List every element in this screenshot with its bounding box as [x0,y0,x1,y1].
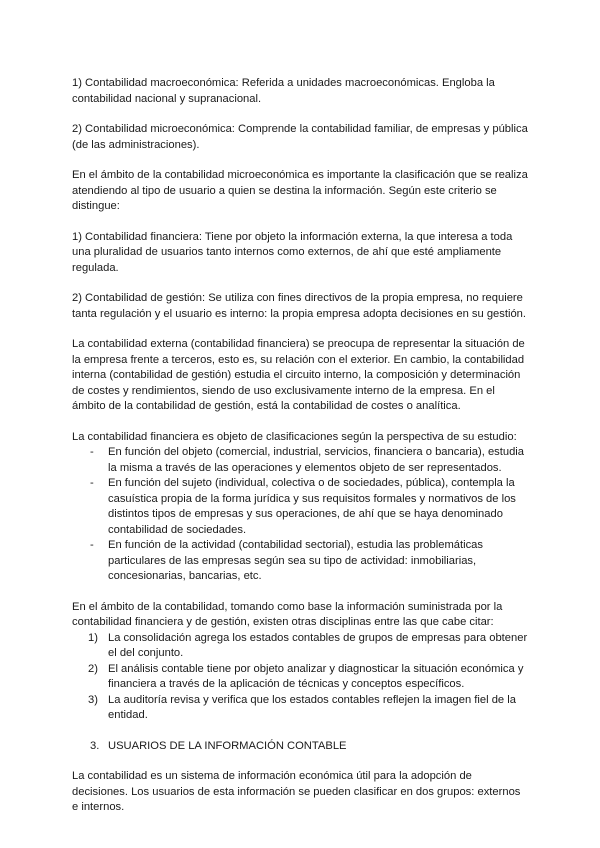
list-item [72,538,528,585]
dash-marker: - [90,477,94,489]
disciplines-block [72,600,528,724]
list-item [72,693,528,724]
classification-list [72,445,528,585]
number-marker: 1) [88,631,98,644]
number-marker: 2) [88,662,98,675]
list-item-text: En función del objeto (comercial, industrial, servicios, financiera o bancaria), estudia la misma a través de las operaciones y elementos objeto de ser representados. [108,446,525,474]
paragraph-management-accounting: 2) Contabilidad de gestión: Se utiliza con fines directivos de la propia empresa, no requiere tanta regulación y el usuario es interno: la propia empresa adopta decisiones en su gestión. [72,292,527,320]
disciplines-list [72,631,528,724]
list-item-text: El análisis contable tiene por objeto analizar y diagnosticar la situación económica y financiera a través de la aplicación de técnicas y conceptos específicos. [108,662,524,690]
paragraph-microeconomic: 2) Contabilidad microeconómica: Comprende la contabilidad familiar, de empresas y pública (de las administraciones). [72,123,528,151]
classification-block [72,430,528,585]
list-item [72,631,528,662]
list-item-text: En función del sujeto (individual, colectiva o de sociedades, pública), contempla la casuística propia de la forma jurídica y sus requisitos formales y normativos de los distintos tipos de empresas y sus operaciones, de ahí que se haya denominado contabilidad de sociedades. [108,477,516,536]
dash-marker: - [90,539,94,551]
paragraph-disciplines-intro: En el ámbito de la contabilidad, tomando como base la información suministrada por la contabilidad financiera y de gestión, existen otras disciplinas entre las que cabe citar: [72,600,503,628]
document-page [72,76,528,831]
list-item-text: En función de la actividad (contabilidad sectorial), estudia las problemáticas particulares de las empresas según sea su tipo de actividad: inmobiliarias, concesionarias, bancarias, etc. [108,539,483,582]
list-item-text: La consolidación agrega los estados contables de grupos de empresas para obtener el del conjunto. [108,631,528,659]
paragraph-classification-intro: La contabilidad financiera es objeto de clasificaciones según la perspectiva de su estudio: [72,430,517,443]
paragraph-external-internal: La contabilidad externa (contabilidad financiera) se preocupa de representar la situación de la empresa frente a terceros, esto es, su relación con el exterior. En cambio, la contabilidad interna (contabilidad de gestión) estudia el circuito interno, la composición y determinación de costes y rendimientos, siendo de uso exclusivamente interno de la empresa. En el ámbito de la contabilidad de gestión, está la contabilidad de costes o analítica. [72,338,525,412]
section-number: 3. [90,739,100,752]
list-item [72,445,528,476]
list-item [72,476,528,538]
paragraph-financial-accounting: 1) Contabilidad financiera: Tiene por objeto la información externa, la que interesa a toda una pluralidad de usuarios tanto internos como externos, de ahí que esté ampliamente regulada. [72,230,513,274]
dash-marker: - [90,446,94,458]
section-heading [72,739,528,755]
paragraph-users-intro: La contabilidad es un sistema de información económica útil para la adopción de decisiones. Los usuarios de esta información se pueden clasificar en dos grupos: externos e internos. [72,770,521,813]
paragraph-user-classification: En el ámbito de la contabilidad microeconómica es importante la clasificación que se realiza atendiendo al tipo de usuario a quien se destina la información. Según este criterio se distingue: [72,169,528,212]
list-item [72,662,528,693]
paragraph-macroeconomic: 1) Contabilidad macroeconómica: Referida a unidades macroeconómicas. Engloba la contabilidad nacional y supranacional. [72,77,495,105]
number-marker: 3) [88,693,98,706]
list-item-text: La auditoría revisa y verifica que los estados contables reflejen la imagen fiel de la entidad. [108,693,516,721]
section-title: USUARIOS DE LA INFORMACIÓN CONTABLE [108,739,347,752]
